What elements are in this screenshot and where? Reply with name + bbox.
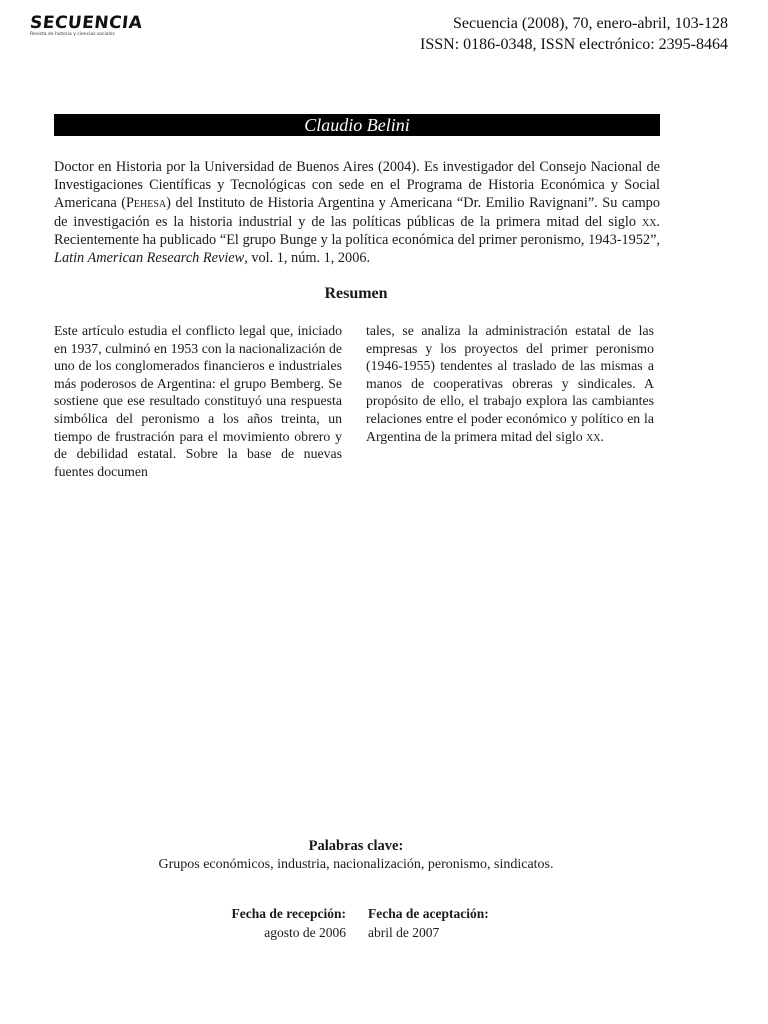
bio-text-c: . Recientemente ha publicado “El grupo Bunge y la política económica del primer peronismo, 1943-1952”, <box>54 213 660 248</box>
keywords-heading: Palabras clave: <box>308 838 404 854</box>
accepted-label: Fecha de aceptación: <box>368 906 489 921</box>
bio-journal-reference: Latin American Research Review <box>54 250 245 267</box>
abstract-col2-end: . <box>600 428 604 444</box>
keywords-list: Grupos económicos, industria, nacionalización, peronismo, sindicatos. <box>158 857 554 872</box>
abstract-heading: Resumen <box>324 285 388 302</box>
bio-text-d: , vol. 1, núm. 1, 2006. <box>244 250 371 267</box>
abstract-column-left: Este artículo estudia el conflicto legal que, iniciado en 1937, culminó en 1953 con la nacionalización de uno de los conglomerados financieros e industriales más poderosos de Argentina: el grupo Bemberg. Se sostiene que ese resultado constituyó una respuesta simbólica del peronismo a los años treinta, un tiempo de frustración para el movimiento obrero y de debilidad estatal. Sobre la base de nuevas fuentes documen <box>54 323 342 479</box>
bio-text-b: ) del Instituto de Historia Argentina y Americana “Dr. Emilio Ravignani”. Su campo de investigación es la historia industrial y de las políticas públicas de la primera mitad del siglo <box>54 195 660 230</box>
accepted-value: abril de 2007 <box>368 925 440 940</box>
received-value: agosto de 2006 <box>264 925 346 940</box>
journal-logo-subtitle: Revista de historia y ciencias sociales <box>30 32 115 37</box>
abstract-col2-century: xx <box>586 428 601 444</box>
citation-line-1: Secuencia (2008), 70, enero-abril, 103-128 <box>452 15 728 32</box>
abstract-col2-text: tales, se analiza la administración estatal de las empresas y los proyectos del primer peronismo (1946-1955) tendentes al traslado de las mismas a manos de cooperativas obreras y sindicales. A propósito de ello, el trabajo explora las cambiantes relaciones entre el poder económico y político en la Argentina de la primera mitad del siglo <box>366 323 654 444</box>
citation-line-2: ISSN: 0186-0348, ISSN electrónico: 2395-8464 <box>420 36 728 53</box>
author-bio <box>54 158 660 267</box>
received-date-block <box>232 904 346 942</box>
journal-logo-name: SECUENCIA <box>28 13 144 33</box>
author-name-bar <box>54 114 660 136</box>
bio-text-a: Doctor en Historia por la Universidad de Buenos Aires (2004). Es investigador del Consejo Nacional de Investigaciones Científicas y Tecnológicas con sede en el Programa de Historia Económica y Social Americana ( <box>54 159 660 212</box>
bio-acronym: Pehesa <box>125 195 167 212</box>
abstract-column-right <box>366 322 654 445</box>
citation-header <box>420 13 728 55</box>
received-label: Fecha de recepción: <box>231 906 346 921</box>
accepted-date-block <box>368 904 489 942</box>
journal-logo <box>30 14 150 38</box>
bio-century: xx <box>641 213 657 230</box>
author-name: Claudio Belini <box>304 115 410 135</box>
